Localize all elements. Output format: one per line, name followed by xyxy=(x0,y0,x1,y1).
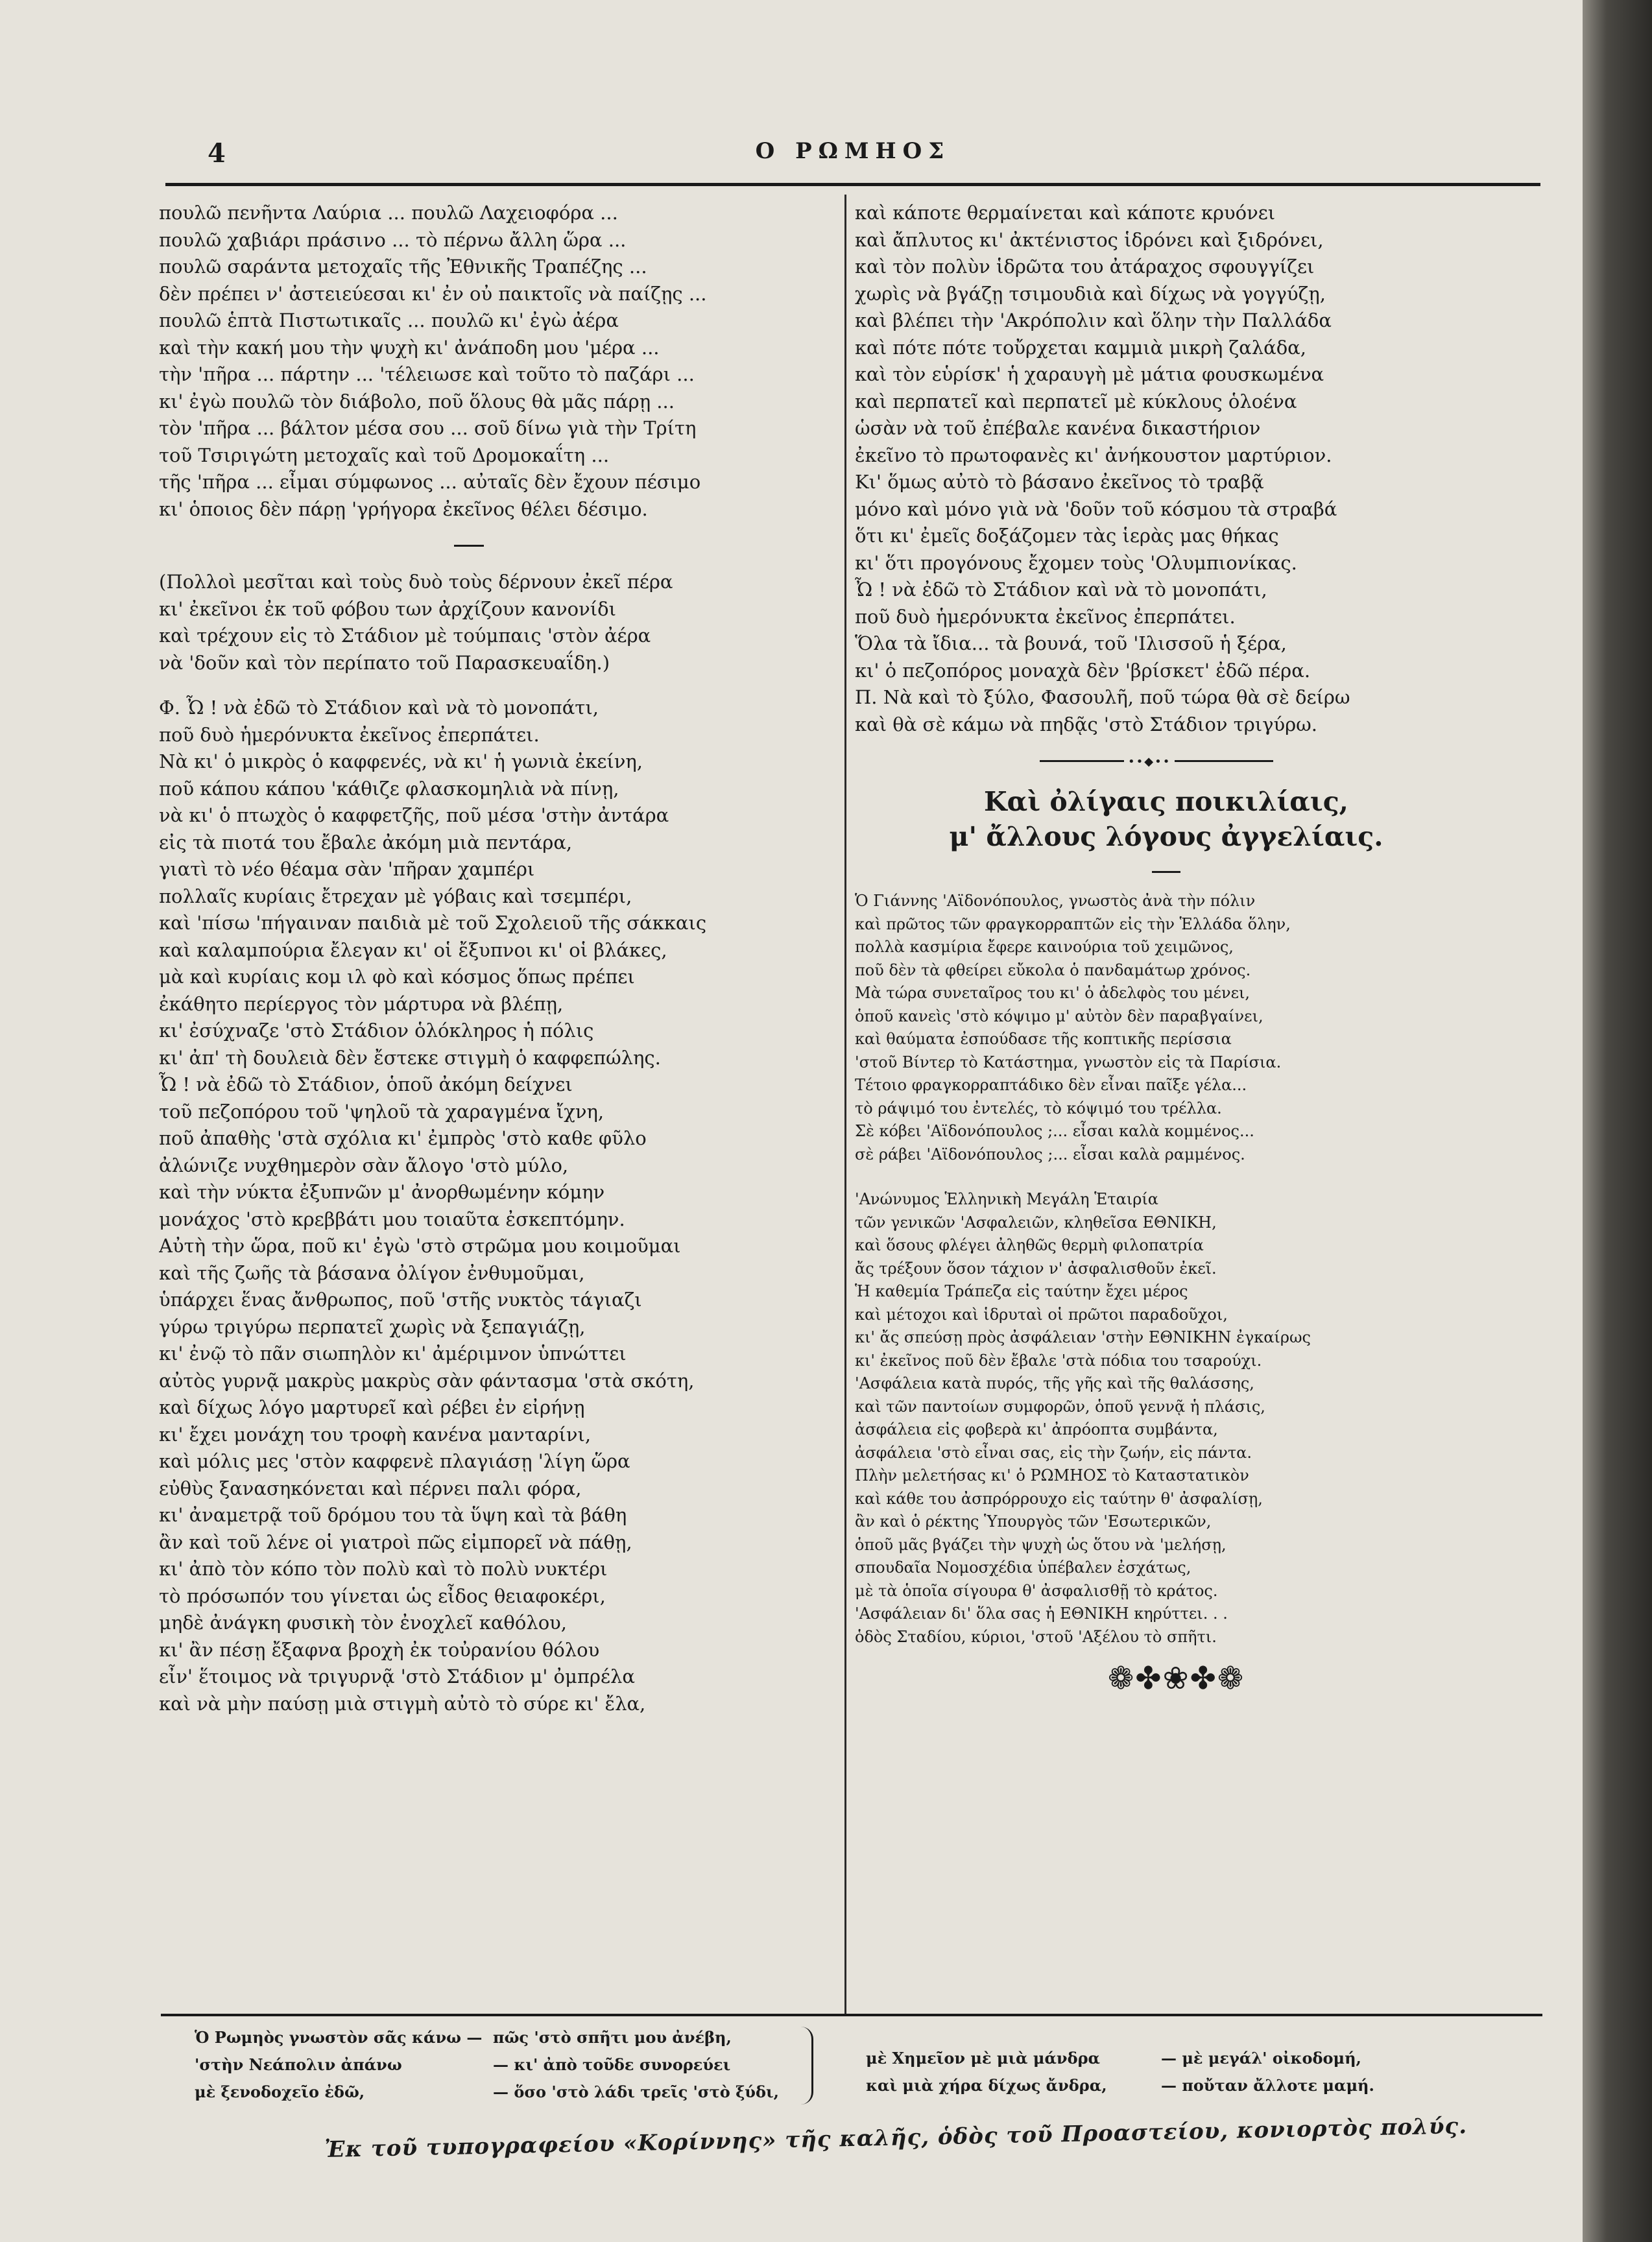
text-line: καὶ κάθε του ἀσπρόρρουχο εἰς ταύτην θ' ἀσφαλίσῃ, xyxy=(855,1489,1263,1508)
text-line: τὸ πρόσωπόν του γίνεται ὡς εἶδος θειαφοκέρι, xyxy=(159,1584,606,1607)
text-line: Πλὴν μελετήσας κι' ὁ ΡΩΜΗΟΣ τὸ Καταστατικὸν xyxy=(855,1466,1249,1485)
text-line: ἄς τρέξουν ὅσον τάχιον ν' ἀσφαλισθοῦν ἐκεῖ. xyxy=(855,1259,1217,1278)
text-line: πουλῶ χαβιάρι πράσινο ... τὸ πέρνω ἄλλη ὥρα ... xyxy=(159,228,627,251)
text-line: ὑπάρχει ἕνας ἄνθρωπος, ποῦ 'στῆς νυκτὸς τάγιαζι xyxy=(159,1289,642,1311)
text-line: καὶ 'πίσω 'πήγαιναν παιδιὰ μὲ τοῦ Σχολειοῦ τῆς σάκκαις xyxy=(159,912,707,934)
text-line: μὲ Χημεῖον μὲ μιὰ μάνδρα xyxy=(866,2049,1101,2068)
text-line: Σὲ κόβει 'Αϊδονόπουλος ;... εἶσαι καλὰ κομμένος... xyxy=(855,1122,1254,1140)
text-line: κι' ἀπ' τὴ δουλειὰ δὲν ἔστεκε στιγμὴ ὁ καφφεπώλης. xyxy=(159,1046,661,1069)
text-line: καὶ πρῶτος τῶν φραγκορραπτῶν εἰς τὴν Ἑλλάδα ὅλην, xyxy=(855,914,1291,933)
text-line: ἀσφάλεια 'στὸ εἶναι σας, εἰς τὴν ζωήν, εἰς πάντα. xyxy=(855,1443,1252,1462)
text-line: τὸ ράψιμό του ἐντελές, τὸ κόψιμό του τρέλλα. xyxy=(855,1099,1222,1117)
text-line: καὶ πότε πότε τοὔρχεται καμμιὰ μικρὴ ζαλάδα, xyxy=(855,336,1306,359)
text-line: γύρω τριγύρω περπατεῖ χωρὶς νὰ ξεπαγιάζῃ, xyxy=(159,1315,586,1338)
text-line: 'στὴν Νεάπολιν ἀπάνω xyxy=(195,2055,402,2074)
stage-direction xyxy=(159,569,827,676)
masthead-title: Ο ΡΩΜΗΟΣ xyxy=(755,138,951,164)
text-line: καὶ τρέχουν εἰς τὸ Στάδιον μὲ τούμπαις 'στὸν ἀέρα xyxy=(159,625,651,647)
text-line: Ὦ ! νὰ ἐδῶ τὸ Στάδιον, ὁποῦ ἀκόμη δείχνει xyxy=(159,1073,573,1095)
text-line: καὶ δίχως λόγο μαρτυρεῖ καὶ ρέβει ἐν εἰρήνῃ xyxy=(159,1396,585,1418)
text-line: εἰς τὰ πιοτά του ἔβαλε ἀκόμη μιὰ πεντάρα, xyxy=(159,831,573,853)
text-line: ὁποῦ μᾶς βγάζει τὴν ψυχὴ ὡς ὅτου νὰ 'μελήσῃ, xyxy=(855,1535,1227,1554)
text-line: κι' ἐγὼ πουλῶ τὸν διάβολο, ποῦ ὅλους θὰ μᾶς πάρῃ ... xyxy=(159,390,675,412)
text-line: τοῦ Τσιριγώτη μετοχαῖς καὶ τοῦ Δρομοκαΐτη ... xyxy=(159,444,610,466)
text-line: ἀσφάλεια εἰς φοβερὰ κι' ἀπρόοπτα συμβάντα, xyxy=(855,1420,1218,1438)
text-line: ἂν καὶ τοῦ λένε οἱ γιατροὶ πῶς εἰμπορεῖ νὰ πάθῃ, xyxy=(159,1531,632,1553)
text-line: τῶν γενικῶν 'Ασφαλειῶν, κληθεῖσα ΕΘΝΙΚΗ, xyxy=(855,1213,1217,1232)
heading-dash xyxy=(1152,871,1180,873)
text-line: καὶ καλαμπούρια ἔλεγαν κι' οἱ ἔξυπνοι κι' οἱ βλάκες, xyxy=(159,938,667,961)
text-line: καὶ θὰ σὲ κάμω νὰ πηδᾷς 'στὸ Στάδιον τριγύρω. xyxy=(855,713,1318,735)
text-line: ἐκεῖνο τὸ πρωτοφανὲς κι' ἀνήκουστον μαρτύριον. xyxy=(855,444,1332,466)
notice-block-three xyxy=(866,2045,1151,2099)
text-line: ποῦ δὲν τὰ φθείρει εὔκολα ὁ πανδαμάτωρ χρόνος. xyxy=(855,960,1251,979)
footer-rule xyxy=(161,2014,1542,2016)
text-line: κι' ὁ πεζοπόρος μοναχὰ δὲν 'βρίσκετ' ἐδῶ πέρα. xyxy=(855,659,1311,682)
text-line: καὶ περπατεῖ καὶ περπατεῖ μὲ κύκλους ὁλοένα xyxy=(855,390,1297,412)
text-line: καὶ τῆς ζωῆς τὰ βάσανα ὀλίγον ἐνθυμοῦμαι, xyxy=(159,1261,585,1284)
text-line: Ἡ καθεμία Τράπεζα εἰς ταύτην ἔχει μέρος xyxy=(855,1282,1188,1300)
text-line: μηδὲ ἀνάγκη φυσικὴ τὸν ἐνοχλεῖ καθόλου, xyxy=(159,1612,568,1634)
notice-block-four xyxy=(1161,2045,1446,2099)
right-column xyxy=(855,200,1555,1697)
text-line: νὰ 'δοῦν καὶ τὸν περίπατο τοῦ Παρασκευαΐδη.) xyxy=(159,651,610,674)
left-column xyxy=(159,200,827,1717)
text-line: ποῦ δυὸ ἡμερόνυκτα ἐκεῖνος ἐπερπάτει. xyxy=(855,605,1236,628)
text-line: πῶς 'στὸ σπῆτι μου ἀνέβη, xyxy=(493,2028,732,2047)
text-line: μὰ καὶ κυρίαις κομ ιλ φὸ καὶ κόσμος ὅπως πρέπει xyxy=(159,966,635,988)
text-line: ἀλώνιζε νυχθημερὸν σὰν ἄλογο 'στὸ μύλο, xyxy=(159,1154,569,1176)
text-line: ποῦ δυὸ ἡμερόνυκτα ἐκεῖνος ἐπερπάτει. xyxy=(159,723,540,746)
printer-imprint: Ἐκ τοῦ τυπογραφείου «Κορίννης» τῆς καλῆς, ὁδὸς τοῦ Προαστείου, κονιορτὸς πολύς. xyxy=(324,2113,1468,2163)
text-line: κι' ὅτι προγόνους ἔχομεν τοὺς 'Ολυμπιονίκας. xyxy=(855,551,1297,574)
text-line: ὡσὰν νὰ τοῦ ἐπέβαλε κανένα δικαστήριον xyxy=(855,417,1261,439)
text-line: χωρὶς νὰ βγάζῃ τσιμουδιὰ καὶ δίχως νὰ γογγύζῃ, xyxy=(855,282,1326,305)
text-line: πουλῶ ἑπτὰ Πιστωτικαῖς ... πουλῶ κι' ἐγὼ ἀέρα xyxy=(159,309,619,331)
text-line: πουλῶ πενῆντα Λαύρια ... πουλῶ Λαχειοφόρα ... xyxy=(159,202,618,224)
text-line: νὰ κι' ὁ πτωχὸς ὁ καφφετζῆς, ποῦ μέσα 'στὴν ἀντάρα xyxy=(159,804,669,826)
text-line: ὅτι κι' ἐμεῖς δοξάζομεν τὰς ἱερὰς μας θήκας xyxy=(855,525,1279,547)
text-line: καὶ ἄπλυτος κι' ἀκτένιστος ἱδρόνει καὶ ξιδρόνει, xyxy=(855,228,1324,251)
text-line: Τέτοιο φραγκορραπτάδικο δὲν εἶναι παῖξε γέλα... xyxy=(855,1076,1247,1094)
text-line: καὶ νὰ μὴν παύσῃ μιὰ στιγμὴ αὐτὸ τὸ σύρε κι' ἔλα, xyxy=(159,1692,646,1715)
text-line: καὶ τὴν κακή μου τὴν ψυχὴ κι' ἀνάποδη μου 'μέρα ... xyxy=(159,336,660,359)
poem-top xyxy=(159,200,827,523)
text-line: μὲ τὰ ὁποῖα σίγουρα θ' ἀσφαλισθῇ τὸ κράτος. xyxy=(855,1581,1218,1600)
text-line: — μὲ μεγάλ' οἰκοδομή, xyxy=(1161,2049,1361,2068)
text-line: — ὅσο 'στὸ λάδι τρεῖς 'στὸ ξύδι, xyxy=(493,2082,779,2101)
text-line: Κι' ὅμως αὐτὸ τὸ βάσανο ἐκεῖνος τὸ τραβᾷ xyxy=(855,471,1264,493)
header-rule xyxy=(165,183,1540,186)
text-line: κι' ὁποιος δὲν πάρῃ 'γρήγορα ἐκεῖνος θέλει δέσιμο. xyxy=(159,497,648,520)
text-line: ὁποῦ κανεὶς 'στὸ κόψιμο μ' αὐτὸν δὲν παραβγαίνει, xyxy=(855,1007,1263,1025)
text-line: 'Ασφάλειαν δι' ὅλα σας ἡ ΕΘΝΙΚΗ κηρύττει. . . xyxy=(855,1604,1228,1623)
text-line: 'στοῦ Βίντερ τὸ Κατάστημα, γνωστὸν εἰς τὰ Παρίσια. xyxy=(855,1053,1282,1071)
text-line: κι' ἐσύχναζε 'στὸ Στάδιον ὁλόκληρος ἡ πόλις xyxy=(159,1020,594,1042)
text-line: κι' ἐνῷ τὸ πᾶν σιωπηλὸν κι' ἀμέριμνον ὑπνώττει xyxy=(159,1342,627,1365)
text-line: καὶ μόλις μες 'στὸν καφφενὲ πλαγιάσῃ 'λίγη ὥρα xyxy=(159,1450,630,1472)
text-line: (Πολλοὶ μεσῖται καὶ τοὺς δυὸ τοὺς δέρνουν ἐκεῖ πέρα xyxy=(159,571,673,593)
text-line: καὶ μιὰ χήρα δίχως ἄνδρα, xyxy=(866,2076,1107,2095)
text-line: κι' ἂν πέσῃ ἔξαφνα βροχὴ ἐκ τοὐρανίου θόλου xyxy=(159,1638,600,1661)
text-line: Ὅλα τὰ ἴδια... τὰ βουνά, τοῦ 'Ιλισσοῦ ἡ ξέρα, xyxy=(855,632,1287,654)
text-line: τὴν 'πῆρα ... πάρτην ... 'τέλειωσε καὶ τοῦτο τὸ παζάρι ... xyxy=(159,363,695,385)
text-line: Ὦ ! νὰ ἐδῶ τὸ Στάδιον καὶ νὰ τὸ μονοπάτι, xyxy=(855,578,1267,601)
text-line: σὲ ράβει 'Αϊδονόπουλος ;... εἶσαι καλὰ ραμμένος. xyxy=(855,1145,1245,1163)
text-line: κι' ἄς σπεύσῃ πρὸς ἀσφάλειαν 'στὴν ΕΘΝΙΚΗΝ ἐγκαίρως xyxy=(855,1328,1311,1346)
text-line: κι' ἀναμετρᾷ τοῦ δρόμου του τὰ ὕψη καὶ τὰ βάθη xyxy=(159,1504,627,1526)
text-line: ἂν καὶ ὁ ρέκτης Ὑπουργὸς τῶν 'Εσωτερικῶν, xyxy=(855,1512,1212,1531)
text-line: — κι' ἀπὸ τοῦδε συνορεύει xyxy=(493,2055,731,2074)
text-line: τὸν 'πῆρα ... βάλτον μέσα σου ... σοῦ δίνω γιὰ τὴν Τρίτη xyxy=(159,417,697,439)
text-line: καὶ τὴν νύκτα ἐξυπνῶν μ' ἀνορθωμένην κόμην xyxy=(159,1181,605,1203)
text-line: καὶ τῶν παντοίων συμφορῶν, ὁποῦ γεννᾷ ἡ πλάσις, xyxy=(855,1397,1265,1416)
text-line: μόνο καὶ μόνο γιὰ νὰ 'δοῦν τοῦ κόσμου τὰ στραβά xyxy=(855,497,1337,520)
text-line: σπουδαῖα Νομοσχέδια ὑπέβαλεν ἐσχάτως, xyxy=(855,1558,1191,1577)
text-line: κι' ἐκεῖνος ποῦ δὲν ἔβαλε 'στὰ πόδια του τσαρούχι. xyxy=(855,1351,1262,1370)
text-line: Ὁ Ρωμηὸς γνωστὸν σᾶς κάνω — xyxy=(195,2028,483,2047)
text-line: τοῦ πεζοπόρου τοῦ 'ψηλοῦ τὰ χαραγμένα ἴχνη, xyxy=(159,1100,605,1123)
text-line: τῆς 'πῆρα ... εἶμαι σύμφωνος ... αὐταῖς δὲν ἔχουν πέσιμο xyxy=(159,471,701,493)
section-dash xyxy=(454,545,484,547)
text-line: πολλὰ κασμίρια ἔφερε καινούρια τοῦ χειμῶνος, xyxy=(855,938,1234,956)
text-line: 'Ανώνυμος Ἑλληνικὴ Μεγάλη Ἑταιρία xyxy=(855,1190,1158,1208)
poem-main xyxy=(159,695,827,1717)
text-line: ἐκάθητο περίεργος τὸν μάρτυρα νὰ βλέπῃ, xyxy=(159,992,564,1015)
text-line: Καὶ ὀλίγαις ποικιλίαις, xyxy=(984,786,1348,817)
text-line: ὁδὸς Σταδίου, κύριοι, 'στοῦ 'Αξέλου τὸ σπῆτι. xyxy=(855,1627,1217,1646)
text-line: μὲ ξενοδοχεῖο ἐδῶ, xyxy=(195,2082,365,2101)
column-divider xyxy=(844,195,846,2014)
text-line: καὶ μέτοχοι καὶ ἱδρυταὶ οἱ πρῶτοι παραδοῦχοι, xyxy=(855,1305,1228,1324)
text-line: Φ. Ὦ ! νὰ ἐδῶ τὸ Στάδιον καὶ νὰ τὸ μονοπάτι, xyxy=(159,697,599,719)
text-line: δὲν πρέπει ν' ἀστειεύεσαι κι' ἐν οὐ παικτοῖς νὰ παίζῃς ... xyxy=(159,282,707,305)
text-line: Νὰ κι' ὁ μικρὸς ὁ καφφενές, νὰ κι' ἡ γωνιὰ ἐκείνη, xyxy=(159,750,643,772)
flourish-ornament: ❁✤❀✤❁ xyxy=(1108,1660,1245,1697)
text-line: καὶ ὅσους φλέγει ἀληθῶς θερμὴ φιλοπατρία xyxy=(855,1236,1204,1254)
ornament-rule xyxy=(1040,760,1273,762)
text-line: Αὐτὴ τὴν ὥρα, ποῦ κι' ἐγὼ 'στὸ στρῶμα μου κοιμοῦμαι xyxy=(159,1235,681,1257)
page-number: 4 xyxy=(208,138,226,169)
text-line: ποῦ ἀπαθὴς 'στὰ σχόλια κι' ἐμπρὸς 'στὸ καθε φῦλο xyxy=(159,1127,647,1149)
text-line: Μὰ τώρα συνεταῖρος του κι' ὁ ἀδελφὸς του μένει, xyxy=(855,984,1251,1002)
text-line: ποῦ κάπου κάπου 'κάθιζε φλασκομηλιὰ νὰ πίνῃ, xyxy=(159,777,619,800)
text-line: πουλῶ σαράντα μετοχαῖς τῆς Ἐθνικῆς Τραπέζης ... xyxy=(159,256,647,278)
page-header xyxy=(162,126,1544,185)
text-line: καὶ θαύματα ἐσπούδασε τῆς κοπτικῆς περίσσια xyxy=(855,1030,1232,1048)
text-line: μονάχος 'στὸ κρεββάτι μου τοιαῦτα ἐσκεπτόμην. xyxy=(159,1208,625,1230)
advertisement-tailor xyxy=(855,890,1555,1166)
poem-continuation xyxy=(855,200,1555,738)
text-line: αὐτὸς γυρνᾷ μακρὺς μακρὺς σὰν φάντασμα 'στὰ σκότη, xyxy=(159,1369,695,1392)
notice-block-one xyxy=(195,2024,506,2106)
text-line: κι' ἀπὸ τὸν κόπο τὸν πολὺ καὶ τὸ πολὺ νυκτέρι xyxy=(159,1558,608,1580)
notice-brace xyxy=(801,2027,813,2105)
text-line: εὐθὺς ξανασηκόνεται καὶ πέρνει παλι φόρα, xyxy=(159,1477,582,1499)
text-line: Π. Νὰ καὶ τὸ ξύλο, Φασουλῆ, ποῦ τώρα θὰ σὲ δείρω xyxy=(855,686,1350,708)
text-line: καὶ βλέπει τὴν 'Ακρόπολιν καὶ ὅλην τὴν Παλλάδα xyxy=(855,309,1332,331)
text-line: εἶν' ἕτοιμος νὰ τριγυρνᾷ 'στὸ Στάδιον μ' ὀμπρέλα xyxy=(159,1665,635,1687)
text-line: μ' ἄλλους λόγους ἀγγελίαις. xyxy=(949,821,1383,852)
section-heading xyxy=(855,784,1478,854)
notice-block-two xyxy=(493,2024,830,2106)
text-line: πολλαῖς κυρίαις ἔτρεχαν μὲ γόβαις καὶ τσεμπέρι, xyxy=(159,885,632,907)
text-line: καὶ τὸν πολὺν ἱδρῶτα του ἀτάραχος σφουγγίζει xyxy=(855,256,1315,278)
text-line: καὶ κάποτε θερμαίνεται καὶ κάποτε κρυόνει xyxy=(855,202,1276,224)
text-line: κι' ἐκεῖνοι ἐκ τοῦ φόβου των ἀρχίζουν κανονίδι xyxy=(159,597,616,620)
text-line: κι' ἔχει μονάχη του τροφὴ κανένα μανταρίνι, xyxy=(159,1423,592,1446)
advertisement-insurance xyxy=(855,1188,1555,1649)
text-line: 'Ασφάλεια κατὰ πυρός, τῆς γῆς καὶ τῆς θαλάσσης, xyxy=(855,1374,1254,1392)
text-line: Ὁ Γιάννης 'Αϊδονόπουλος, γνωστὸς ἀνὰ τὴν πόλιν xyxy=(855,892,1256,910)
text-line: καὶ τὸν εὑρίσκ' ἡ χαραυγὴ μὲ μάτια φουσκωμένα xyxy=(855,363,1324,385)
scan-edge-shadow xyxy=(1583,0,1652,2242)
text-line: γιατὶ τὸ νέο θέαμα σὰν 'πῆραν χαμπέρι xyxy=(159,858,535,880)
text-line: — ποὔταν ἄλλοτε μαμή. xyxy=(1161,2076,1374,2095)
